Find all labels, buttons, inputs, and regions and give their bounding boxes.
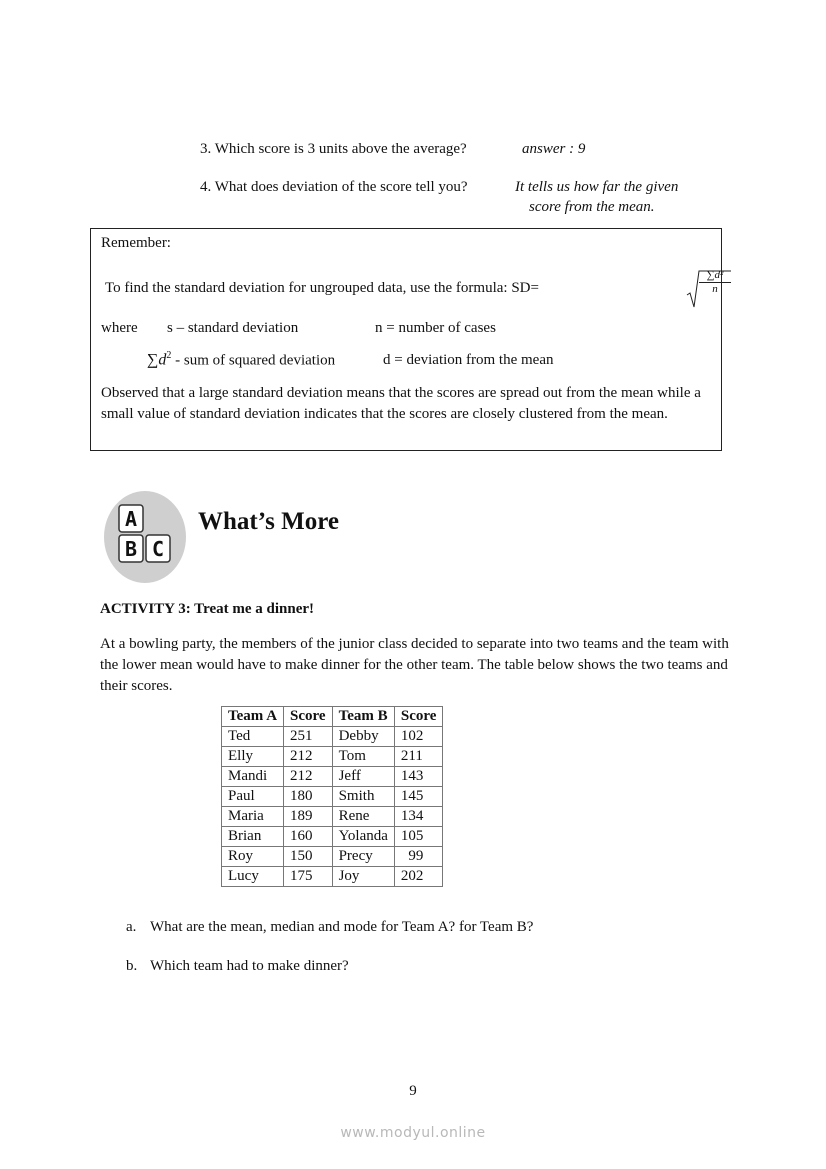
team-b-name: Debby — [332, 727, 394, 747]
team-a-score: 160 — [284, 827, 333, 847]
question-4-answer-line2: score from the mean. — [529, 199, 655, 215]
table-row — [222, 847, 443, 867]
team-b-name: Smith — [332, 787, 394, 807]
team-a-name: Elly — [222, 747, 284, 767]
team-b-score: 102 — [394, 727, 443, 747]
formula-fraction — [699, 269, 731, 295]
sum-d2-definition — [147, 350, 335, 369]
team-b-name: Yolanda — [332, 827, 394, 847]
question-3-answer: answer : 9 — [522, 141, 586, 157]
team-b-score: 202 — [394, 867, 443, 887]
table-row — [222, 747, 443, 767]
activity-intro: At a bowling party, the members of the junior class decided to separate into two teams and the team with the lower mean would have to make dinner for the other team. The table below shows the two teams and their scores. — [100, 636, 729, 694]
question-3 — [200, 141, 467, 158]
table-row — [222, 767, 443, 787]
team-b-name: Tom — [332, 747, 394, 767]
watermark: www.modyul.online — [340, 1125, 486, 1141]
exponent: 2 — [166, 350, 172, 361]
team-a-name: Paul — [222, 787, 284, 807]
team-a-score: 251 — [284, 727, 333, 747]
table-row — [222, 727, 443, 747]
header-team-a: Team A — [222, 707, 284, 727]
header-team-b: Team B — [332, 707, 394, 727]
d-definition: d = deviation from the mean — [383, 352, 554, 368]
formula-text: To find the standard deviation for ungrouped data, use the formula: SD= — [105, 280, 539, 296]
table-row — [222, 867, 443, 887]
s-definition: s – standard deviation — [167, 320, 299, 336]
sum-symbol: ∑ — [147, 351, 159, 369]
table-row — [222, 807, 443, 827]
team-a-score: 150 — [284, 847, 333, 867]
question-4 — [200, 179, 468, 196]
team-a-name: Lucy — [222, 867, 284, 887]
team-b-name: Jeff — [332, 767, 394, 787]
team-a-score: 212 — [284, 767, 333, 787]
where-label: where — [101, 320, 138, 336]
block-letter-a: A — [124, 507, 138, 531]
sub-question-b — [126, 958, 349, 975]
sub-question-a-text: What are the mean, median and mode for Team A? for Team B? — [150, 919, 534, 935]
team-a-name: Mandi — [222, 767, 284, 787]
team-b-score: 143 — [394, 767, 443, 787]
sub-question-a-label: a. — [126, 919, 137, 935]
sum-definition-text: - sum of squared deviation — [171, 352, 336, 369]
team-a-score: 189 — [284, 807, 333, 827]
table-row — [222, 787, 443, 807]
team-a-score: 212 — [284, 747, 333, 767]
section-title: What’s More — [198, 508, 339, 535]
activity-title: ACTIVITY 3: Treat me a dinner! — [100, 601, 315, 617]
team-a-name: Maria — [222, 807, 284, 827]
table-header-row — [222, 707, 443, 727]
formula-denominator: n — [712, 283, 718, 295]
n-definition: n = number of cases — [375, 320, 496, 336]
block-letter-b: B — [124, 537, 138, 561]
team-b-score: 145 — [394, 787, 443, 807]
team-b-score: 211 — [394, 747, 443, 767]
sub-question-b-text: Which team had to make dinner? — [150, 958, 349, 974]
team-a-score: 180 — [284, 787, 333, 807]
team-b-name: Joy — [332, 867, 394, 887]
abc-blocks-icon — [104, 491, 186, 583]
team-b-score: 134 — [394, 807, 443, 827]
team-a-name: Roy — [222, 847, 284, 867]
formula-numerator: ∑d² — [699, 269, 731, 283]
observation-text: Observed that a large standard deviation means that the scores are spread out from the mean while a small value of standard deviation indicates that the scores are closely clustered from the mean. — [101, 385, 701, 422]
scores-table — [221, 706, 443, 887]
team-a-score: 175 — [284, 867, 333, 887]
team-b-score: 99 — [394, 847, 443, 867]
team-b-name: Precy — [332, 847, 394, 867]
remember-heading: Remember: — [101, 235, 171, 251]
question-4-answer-line1: It tells us how far the given — [515, 179, 679, 195]
sub-question-b-label: b. — [126, 958, 138, 974]
header-score-b: Score — [394, 707, 443, 727]
page-number: 9 — [409, 1083, 417, 1099]
team-a-name: Ted — [222, 727, 284, 747]
d-symbol: d — [158, 351, 167, 369]
sub-question-a — [126, 919, 533, 936]
remember-box — [90, 228, 722, 451]
team-a-name: Brian — [222, 827, 284, 847]
question-4-text: 4. What does deviation of the score tell you? — [200, 179, 468, 195]
team-b-name: Rene — [332, 807, 394, 827]
block-letter-c: C — [151, 537, 165, 561]
team-b-score: 105 — [394, 827, 443, 847]
question-3-text: 3. Which score is 3 units above the average? — [200, 141, 467, 157]
header-score-a: Score — [284, 707, 333, 727]
table-row — [222, 827, 443, 847]
